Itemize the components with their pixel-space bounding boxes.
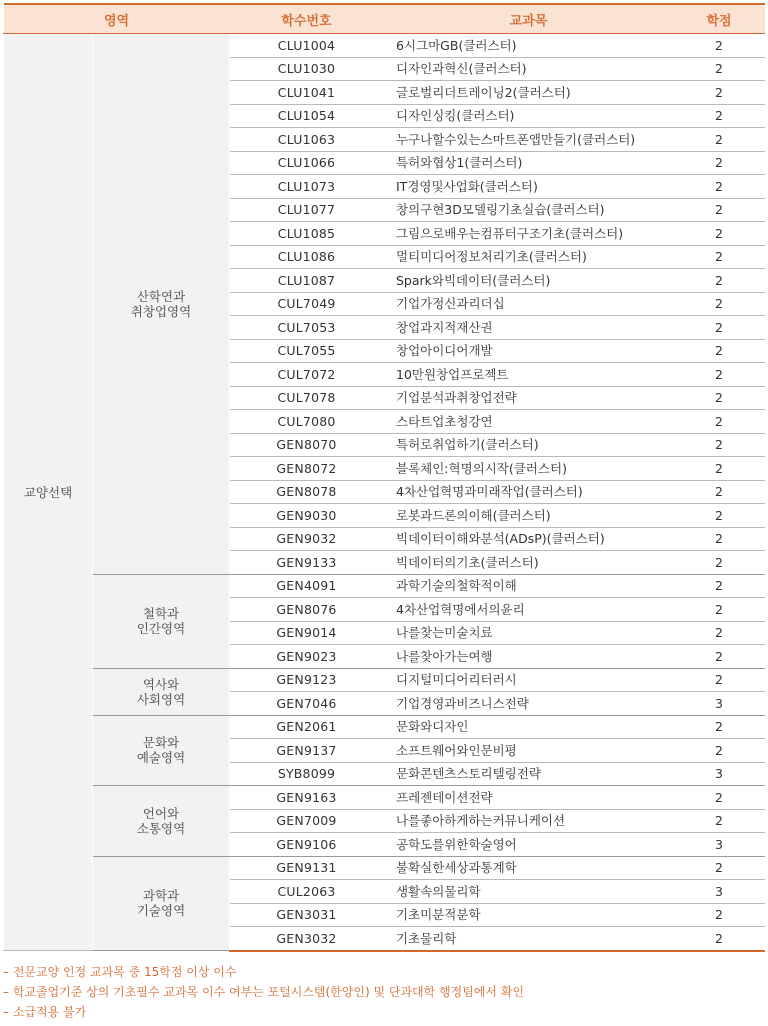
course-credit: 2 bbox=[674, 222, 765, 246]
table-header-row bbox=[4, 4, 765, 34]
header-credit: 학점 bbox=[674, 4, 765, 34]
course-name: 블록체인:혁명의시작(클러스터) bbox=[384, 457, 674, 481]
note-credit-requirement: – 전문교양 인정 교과목 중 15학점 이상 이수 bbox=[3, 965, 237, 979]
course-code: GEN9131 bbox=[230, 856, 384, 880]
course-credit: 2 bbox=[674, 527, 765, 551]
course-code: CLU1073 bbox=[230, 175, 384, 199]
notes bbox=[3, 962, 764, 1022]
course-name: 글로벌리더트레이닝2(클러스터) bbox=[384, 81, 674, 105]
course-code: CLU1086 bbox=[230, 245, 384, 269]
course-code: GEN8072 bbox=[230, 457, 384, 481]
course-code: GEN8078 bbox=[230, 480, 384, 504]
course-name: 불확실한세상과통계학 bbox=[384, 856, 674, 880]
course-name: 특허와협상1(클러스터) bbox=[384, 151, 674, 175]
course-code: CLU1054 bbox=[230, 104, 384, 128]
header-area: 영역 bbox=[4, 4, 230, 34]
course-name: 나를찾아가는여행 bbox=[384, 645, 674, 669]
course-credit: 2 bbox=[674, 786, 765, 810]
course-credit: 2 bbox=[674, 410, 765, 434]
course-code: SYB8099 bbox=[230, 762, 384, 786]
note-no-retroactive: – 소급적용 불가 bbox=[3, 1005, 87, 1019]
course-credit: 2 bbox=[674, 34, 765, 58]
course-name: 공학도를위한학술영어 bbox=[384, 833, 674, 857]
course-code: CUL7078 bbox=[230, 386, 384, 410]
area-cell: 교양선택 bbox=[4, 34, 93, 951]
course-credit: 2 bbox=[674, 81, 765, 105]
course-code: GEN9163 bbox=[230, 786, 384, 810]
course-code: CUL7055 bbox=[230, 339, 384, 363]
course-code: CUL7072 bbox=[230, 363, 384, 387]
course-credit: 2 bbox=[674, 245, 765, 269]
course-code: GEN9023 bbox=[230, 645, 384, 669]
course-credit: 2 bbox=[674, 198, 765, 222]
course-code: GEN4091 bbox=[230, 574, 384, 598]
subarea-name-line: 소통영역 bbox=[136, 820, 186, 836]
course-credit: 2 bbox=[674, 339, 765, 363]
course-code: CLU1087 bbox=[230, 269, 384, 293]
course-credit: 2 bbox=[674, 386, 765, 410]
course-name: IT경영및사업화(클러스터) bbox=[384, 175, 674, 199]
header-code: 학수번호 bbox=[230, 4, 384, 34]
subarea-cell bbox=[93, 34, 230, 575]
course-code: CUL7080 bbox=[230, 410, 384, 434]
table-row bbox=[4, 668, 765, 692]
subarea-name-line: 취창업영역 bbox=[130, 303, 192, 319]
subarea-name-line: 언어와 bbox=[142, 805, 180, 821]
course-code: GEN7009 bbox=[230, 809, 384, 833]
course-name: 생활속의물리학 bbox=[384, 880, 674, 904]
course-code: CLU1063 bbox=[230, 128, 384, 152]
course-code: GEN2061 bbox=[230, 715, 384, 739]
subarea-name-line: 산학연과 bbox=[136, 288, 186, 304]
subarea-name-line: 예술영역 bbox=[136, 750, 186, 766]
course-credit: 2 bbox=[674, 104, 765, 128]
subarea-name-line: 인간영역 bbox=[136, 621, 186, 636]
course-name: 디자인과혁신(클러스터) bbox=[384, 57, 674, 81]
course-name: 기초물리학 bbox=[384, 927, 674, 951]
course-credit: 2 bbox=[674, 480, 765, 504]
course-name: 프레젠테이션전략 bbox=[384, 786, 674, 810]
course-code: CLU1030 bbox=[230, 57, 384, 81]
course-credit: 3 bbox=[674, 762, 765, 786]
course-name: 10만원창업프로젝트 bbox=[384, 363, 674, 387]
course-name: 기업분석과취창업전략 bbox=[384, 386, 674, 410]
course-credit: 2 bbox=[674, 715, 765, 739]
course-name: 특허로취업하기(클러스터) bbox=[384, 433, 674, 457]
course-name: 창업아이디어개발 bbox=[384, 339, 674, 363]
course-credit: 2 bbox=[674, 856, 765, 880]
subarea-name-line: 기술영역 bbox=[136, 903, 186, 919]
course-credit: 2 bbox=[674, 175, 765, 199]
course-credit: 2 bbox=[674, 739, 765, 763]
course-code: GEN3031 bbox=[230, 903, 384, 927]
table-row bbox=[4, 715, 765, 739]
course-name: 디자인싱킹(클러스터) bbox=[384, 104, 674, 128]
course-name: 기업가정신과리더십 bbox=[384, 292, 674, 316]
course-credit: 2 bbox=[674, 551, 765, 575]
course-code: GEN9106 bbox=[230, 833, 384, 857]
course-credit: 2 bbox=[674, 433, 765, 457]
course-code: GEN9014 bbox=[230, 621, 384, 645]
course-code: GEN9123 bbox=[230, 668, 384, 692]
subarea-cell bbox=[93, 715, 230, 786]
course-code: GEN3032 bbox=[230, 927, 384, 951]
course-name: 소프트웨어와인문비평 bbox=[384, 739, 674, 763]
course-name: 누구나할수있는스마트폰앱만들기(클러스터) bbox=[384, 128, 674, 152]
course-credit: 3 bbox=[674, 833, 765, 857]
course-credit: 2 bbox=[674, 151, 765, 175]
course-code: CUL2063 bbox=[230, 880, 384, 904]
course-name: 디지털미디어리터러시 bbox=[384, 668, 674, 692]
course-name: 6시그마GB(클러스터) bbox=[384, 34, 674, 58]
course-credit: 3 bbox=[674, 692, 765, 716]
course-name: 나를좋아하게하는커뮤니케이션 bbox=[384, 809, 674, 833]
note-graduation-check: – 학교졸업기준 상의 기초필수 교과목 이수 여부는 포털시스템(한양인) 및 단과대학 행정팀에서 확인 bbox=[3, 985, 525, 999]
course-credit: 2 bbox=[674, 504, 765, 528]
course-credit: 2 bbox=[674, 903, 765, 927]
course-name: 기초미분적분학 bbox=[384, 903, 674, 927]
course-name: 과학기술의철학적이해 bbox=[384, 574, 674, 598]
course-code: GEN9137 bbox=[230, 739, 384, 763]
course-credit: 2 bbox=[674, 292, 765, 316]
course-name: 빅데이터이해와분석(ADsP)(클러스터) bbox=[384, 527, 674, 551]
course-name: 기업경영과비즈니스전략 bbox=[384, 692, 674, 716]
table-row bbox=[4, 856, 765, 880]
course-name: Spark와빅데이터(클러스터) bbox=[384, 269, 674, 293]
table-row bbox=[4, 574, 765, 598]
course-code: GEN8076 bbox=[230, 598, 384, 622]
course-credit: 2 bbox=[674, 645, 765, 669]
subarea-cell bbox=[93, 668, 230, 715]
course-credit: 2 bbox=[674, 269, 765, 293]
subarea-name-line: 사회영역 bbox=[136, 691, 186, 707]
subarea-cell bbox=[93, 856, 230, 951]
course-name: 창의구현3D모델링기초실습(클러스터) bbox=[384, 198, 674, 222]
subarea-name-line: 철학과 bbox=[142, 606, 180, 621]
course-name: 4차산업혁명에서의윤리 bbox=[384, 598, 674, 622]
course-name: 4차산업혁명과미래작업(클러스터) bbox=[384, 480, 674, 504]
course-name: 그림으로배우는컴퓨터구조기초(클러스터) bbox=[384, 222, 674, 246]
subarea-name-line: 문화와 bbox=[142, 735, 180, 751]
table-body bbox=[4, 34, 765, 951]
header-course: 교과목 bbox=[384, 4, 674, 34]
course-credit: 2 bbox=[674, 128, 765, 152]
course-credit: 2 bbox=[674, 598, 765, 622]
course-name: 멀티미디어정보처리기초(클러스터) bbox=[384, 245, 674, 269]
table-row bbox=[4, 34, 765, 58]
course-credit: 2 bbox=[674, 457, 765, 481]
course-code: CLU1004 bbox=[230, 34, 384, 58]
course-name: 문화와디자인 bbox=[384, 715, 674, 739]
course-code: GEN8070 bbox=[230, 433, 384, 457]
course-code: CLU1041 bbox=[230, 81, 384, 105]
table-row bbox=[4, 786, 765, 810]
course-code: GEN9032 bbox=[230, 527, 384, 551]
course-table bbox=[3, 3, 765, 952]
subarea-name-line: 과학과 bbox=[142, 888, 180, 904]
course-name: 로봇과드론의이해(클러스터) bbox=[384, 504, 674, 528]
course-credit: 2 bbox=[674, 574, 765, 598]
course-code: CLU1066 bbox=[230, 151, 384, 175]
subarea-cell bbox=[93, 786, 230, 857]
subarea-cell bbox=[93, 574, 230, 668]
course-name: 빅데이터의기초(클러스터) bbox=[384, 551, 674, 575]
course-name: 스타트업초청강연 bbox=[384, 410, 674, 434]
course-credit: 2 bbox=[674, 316, 765, 340]
course-credit: 2 bbox=[674, 809, 765, 833]
course-credit: 2 bbox=[674, 57, 765, 81]
course-name: 창업과지적재산권 bbox=[384, 316, 674, 340]
course-credit: 3 bbox=[674, 880, 765, 904]
course-credit: 2 bbox=[674, 621, 765, 645]
course-code: GEN9030 bbox=[230, 504, 384, 528]
course-code: GEN9133 bbox=[230, 551, 384, 575]
course-code: CLU1077 bbox=[230, 198, 384, 222]
course-credit: 2 bbox=[674, 927, 765, 951]
course-code: CUL7053 bbox=[230, 316, 384, 340]
course-credit: 2 bbox=[674, 668, 765, 692]
course-name: 나를찾는미술치료 bbox=[384, 621, 674, 645]
course-name: 문화콘텐츠스토리텔링전략 bbox=[384, 762, 674, 786]
course-credit: 2 bbox=[674, 363, 765, 387]
course-code: GEN7046 bbox=[230, 692, 384, 716]
course-code: CUL7049 bbox=[230, 292, 384, 316]
subarea-name-line: 역사와 bbox=[142, 676, 180, 692]
course-code: CLU1085 bbox=[230, 222, 384, 246]
